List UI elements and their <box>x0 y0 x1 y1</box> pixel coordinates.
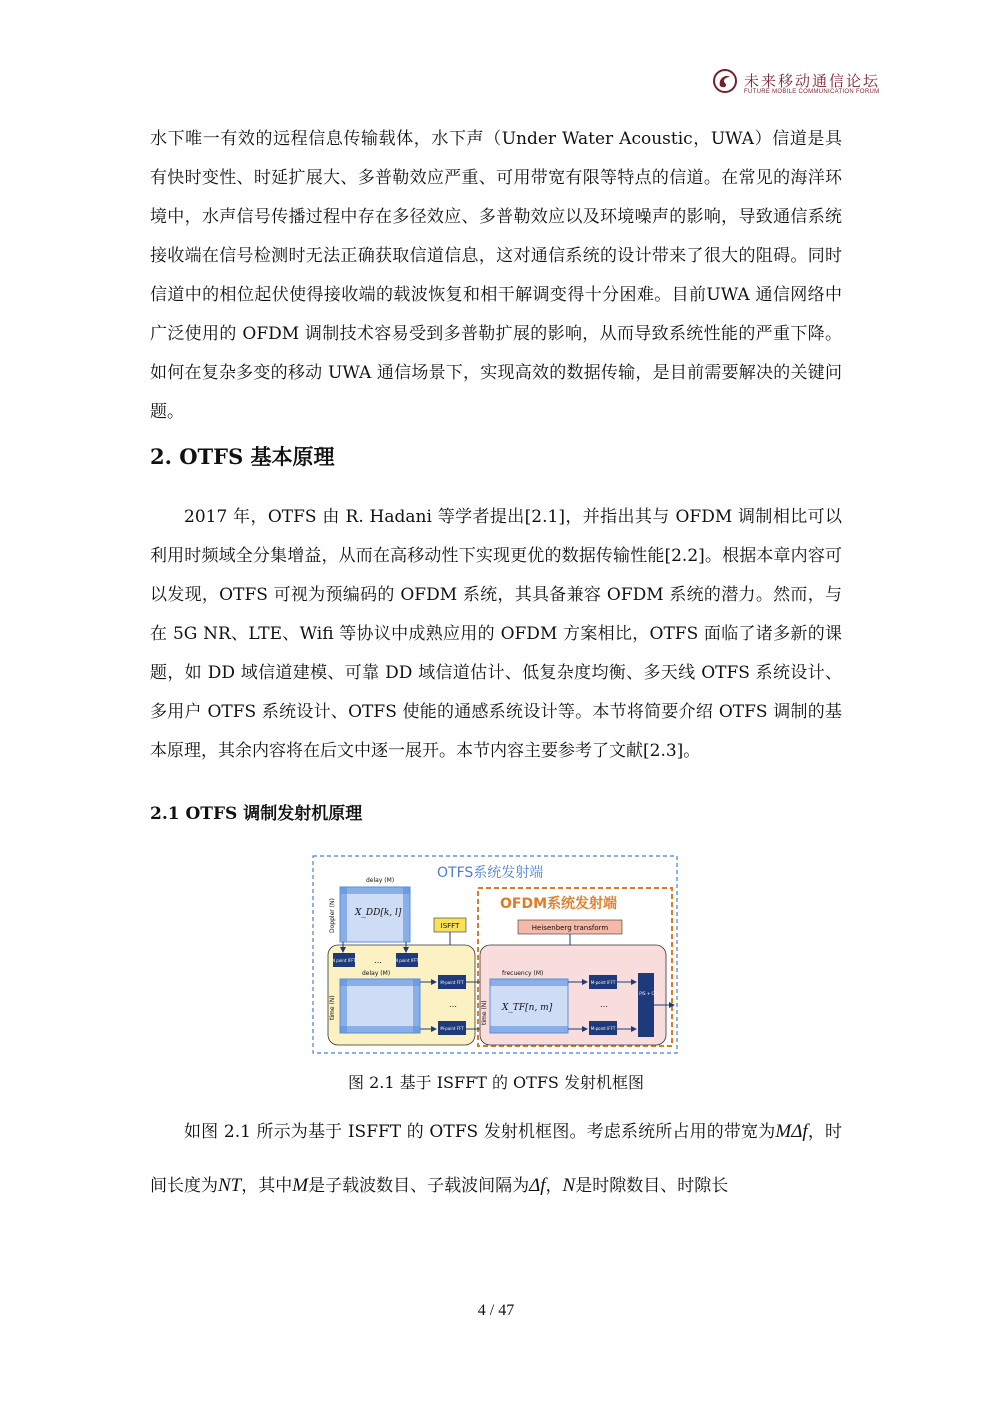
xtf-label: X_TF[n, m] <box>502 1003 553 1013</box>
forum-name-en: FUTURE MOBILE COMMUNICATION FORUM <box>744 89 880 95</box>
dots-fft: … <box>449 1000 457 1009</box>
math-m: M <box>292 1175 309 1196</box>
time-axis-right: time (N) <box>481 1000 488 1025</box>
n-point-ifft-2-label: N point IFFT <box>395 958 419 963</box>
ofdm-system-title: OFDM系统发射端 <box>500 896 618 912</box>
xdd-label: X_DD[k, l] <box>355 908 402 918</box>
figure-caption: 图 2.1 基于 ISFFT 的 OTFS 发射机框图 <box>348 1073 644 1092</box>
time-axis-left: time (N) <box>329 995 336 1020</box>
section-paragraph: 2017 年，OTFS 由 R. Hadani 等学者提出[2.1]，并指出其与 OFDM 调制相比可以利用时频域全分集增益，从而在高移动性下实现更优的数据传输性能[2.2]。根据本章内容可以发现，OTFS 可视为预编码的 OFDM 系统，其具备兼容 OFDM 系统的潜力。然而，与在 5G NR、LTE、Wifi 等协议中成熟应用的 OFDM 方案相比，OTFS 面临了诸多新的课题，如 DD 域信道建模、可靠 DD 域信道估计、低复杂度均衡、多天线 OTFS 系统设计、多用户 OTFS 系统设计、OTFS 使能的通感系统设计等。本节将简要介绍 OTFS 调制的基本原理，其余内容将在后文中逐一展开。本节内容主要参考了文献[2.3]。 <box>150 507 842 761</box>
math-n: N <box>562 1175 576 1196</box>
delay-axis-top: delay (M) <box>366 877 395 884</box>
heisenberg-label: Heisenberg transform <box>531 924 609 932</box>
otfs-transmitter-diagram <box>312 855 680 1055</box>
otfs-system-title: OTFS系统发射端 <box>437 865 544 881</box>
isfft-label: ISFFT <box>440 922 460 930</box>
para-text-a: 如图 2.1 所示为基于 ISFFT 的 OTFS 发射机框图。考虑系统所占用的带宽为 <box>184 1122 776 1142</box>
m-point-ifft-2-label: M-point IFFT <box>590 1026 616 1031</box>
para-text-d: 是子载波数目、子载波间隔为 <box>308 1176 530 1196</box>
para-text-e: ， <box>545 1176 563 1196</box>
page-number: 4 / 47 <box>477 1302 515 1319</box>
dots-ifft: … <box>374 956 382 965</box>
forum-logo-icon <box>712 68 738 94</box>
math-m-delta-f: MΔf <box>775 1121 808 1142</box>
m-point-fft-1-label: M-point FFT <box>440 980 464 985</box>
intro-paragraph: 水下唯一有效的远程信息传输载体，水下声（Under Water Acoustic，UWA）信道是具有快时变性、时延扩展大、多普勒效应严重、可用带宽有限等特点的信道。在常见的海洋环境中，水声信号传播过程中存在多径效应、多普勒效应以及环境噪声的影响，导致通信系统接收端在信号检测时无法正确获取信道信息，这对通信系统的设计带来了很大的阻碍。同时信道中的相位起伏使得接收端的载波恢复和相干解调变得十分困难。目前UWA 通信网络中广泛使用的 OFDM 调制技术容易受到多普勒扩展的影响，从而导致系统性能的严重下降。如何在复杂多变的移动 UWA 通信场景下，实现高效的数据传输，是目前需要解决的关键问题。 <box>150 129 842 422</box>
page-header <box>0 0 992 110</box>
para-text-b: ，时间长度为 <box>150 1122 843 1196</box>
doppler-axis: Doppler (N) <box>329 898 336 933</box>
para-text-f: 是时隙数目、时隙长 <box>575 1176 729 1196</box>
figure-description-paragraph <box>150 1105 842 1213</box>
dots-ifft-right: … <box>600 1000 608 1009</box>
para-text-c: ，其中 <box>241 1176 293 1196</box>
time-delay-grid <box>340 979 420 1033</box>
math-delta-f: Δf <box>529 1175 546 1196</box>
ps-cp-label: P/S + CP <box>639 991 657 996</box>
frequency-axis: frecuency (M) <box>502 970 544 977</box>
section-heading: 2. OTFS 基本原理 <box>150 444 335 469</box>
subsection-heading: 2.1 OTFS 调制发射机原理 <box>150 804 363 824</box>
n-point-ifft-1-label: N point IFFT <box>332 958 356 963</box>
m-point-fft-2-label: M-point FFT <box>440 1026 464 1031</box>
m-point-ifft-1-label: M-point IFFT <box>590 980 616 985</box>
delay-axis-mid: delay (M) <box>362 970 391 977</box>
forum-name-cn: 未来移动通信论坛 <box>744 72 881 90</box>
ps-cp-box <box>638 973 654 1037</box>
math-nt: NT <box>218 1175 242 1196</box>
